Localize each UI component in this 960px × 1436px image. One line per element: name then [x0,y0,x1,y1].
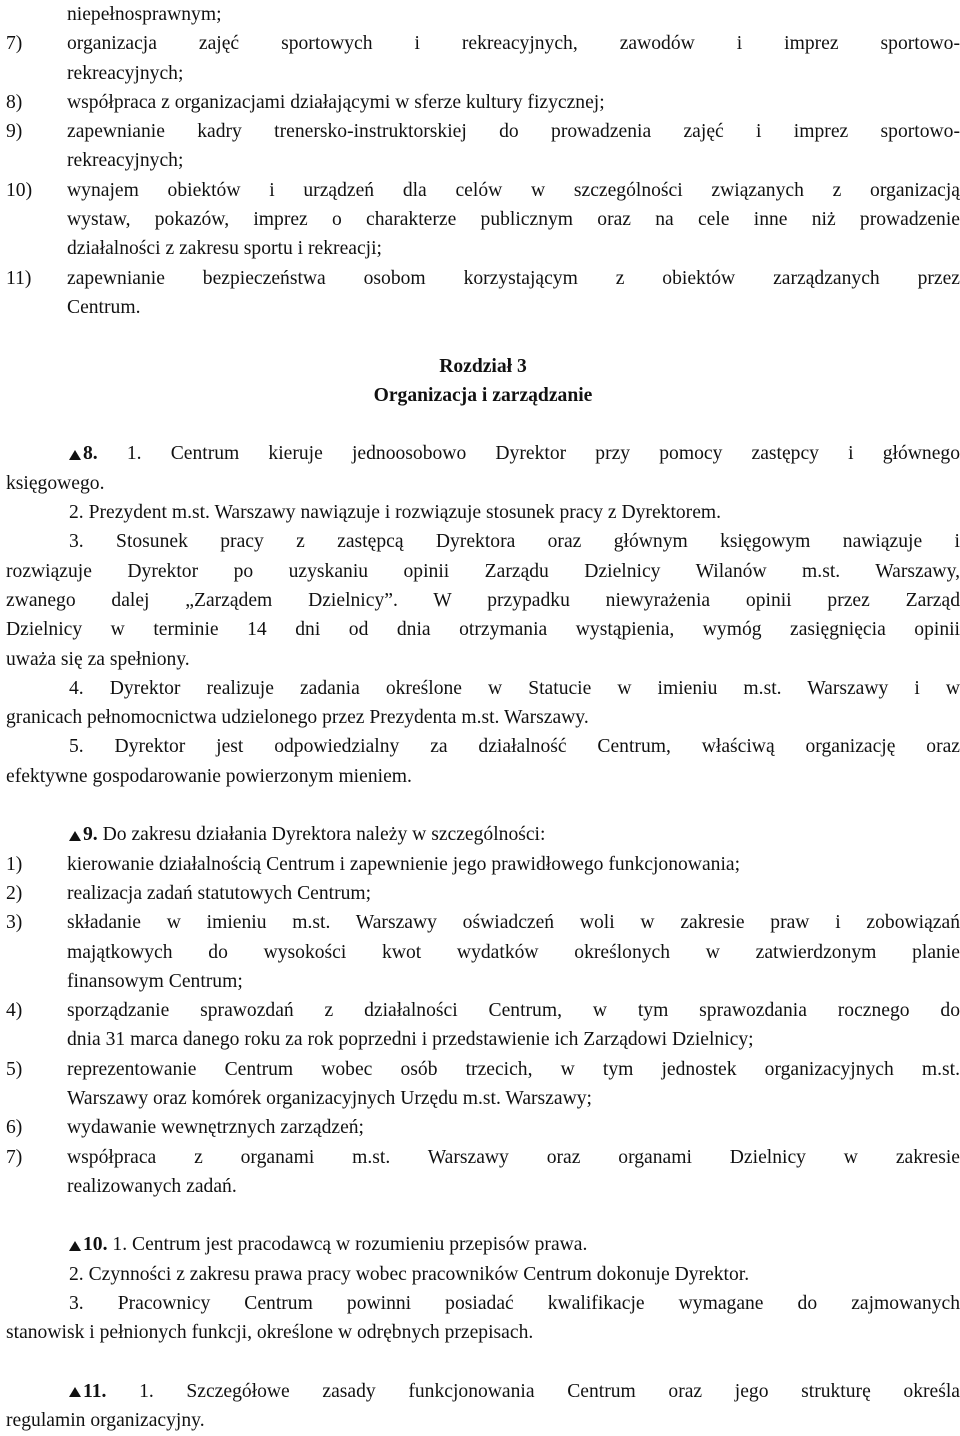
text-span: granicach pełnomocnictwa udzielonego przez Prezydenta m.st. Warszawy. [6,707,589,729]
chapter-number: Rozdział 3 [439,355,527,377]
paragraph-mark-icon [69,1241,81,1251]
text-span: niepełnosprawnym; [67,4,222,25]
paragraph-number: 9. [83,824,98,846]
text-span: 1. Szczegółowe zasady funkcjonowania Centrum oraz jego strukturę określa [139,1380,960,1402]
text-span: 2. Czynności z zakresu prawa pracy wobec pracowników Centrum dokonuje Dyrektor. [69,1263,750,1285]
text-span: zwanego dalej „Zarządem Dzielnicy”. W przypadku niewyrażenia opinii przez Zarząd [6,589,960,611]
text-span: uważa się za spełniony. [6,648,190,670]
text-span: Do zakresu działania Dyrektora należy w szczególności: [102,824,546,846]
paragraph-number: 10. [83,1234,108,1256]
text-span: rekreacyjnych; [67,150,184,172]
text-line [6,1318,960,1347]
paragraph-mark-icon [69,450,81,460]
paragraph-number: 11. [83,1380,107,1402]
paragraph-line [6,1377,960,1406]
text-span: Warszawy oraz komórek organizacyjnych Urzędu m.st. Warszawy; [67,1087,592,1109]
text-line [6,645,960,674]
chapter-title: Organizacja i zarządzanie [373,384,593,406]
text-span: rozwiązuje Dyrektor po uzyskaniu opinii Zarządu Dzielnicy Wilanów m.st. Warszawy, [6,560,960,582]
text-line [6,293,960,322]
list-text: wydawanie wewnętrznych zarządzeń; [67,1117,365,1139]
list-text: reprezentowanie Centrum wobec osób trzecich, w tym jednostek organizacyjnych m.st. [67,1058,960,1080]
paragraph-mark-icon [69,831,81,841]
list-number: 11) [6,267,32,289]
list-number: 4) [6,1000,23,1022]
list-text: składanie w imieniu m.st. Warszawy oświadczeń woli w zakresie praw i zobowiązań [67,912,960,934]
text-line [6,967,960,996]
list-text: wynajem obiektów i urządzeń dla celów w szczególności związanych z organizacją [67,179,960,201]
list-number: 10) [6,179,33,201]
text-span: wystaw, pokazów, imprez o charakterze publicznym oraz na cele inne niż prowadzenie [67,209,960,231]
list-number: 9) [6,121,23,143]
text-line [6,674,960,703]
text-span: księgowego. [6,472,105,494]
text-line [6,234,960,263]
text-line [6,732,960,761]
text-span: 1. Centrum kieruje jednoosobowo Dyrektor przy pomocy zastępcy i głównego [126,443,960,465]
list-text: sporządzanie sprawozdań z działalności Centrum, w tym sprawozdania rocznego do [67,1000,960,1022]
paragraph-mark-icon [69,1387,81,1397]
text-line [6,498,960,527]
text-line [6,557,960,586]
text-span: dnia 31 marca danego roku za rok poprzedni i przedstawienie ich Zarządowi Dzielnicy; [67,1029,754,1051]
list-number: 2) [6,882,23,904]
text-line [6,1025,960,1054]
text-line [6,1260,960,1289]
text-line [6,146,960,175]
text-span: działalności z zakresu sportu i rekreacji; [67,238,382,260]
text-line [6,615,960,644]
text-span: 3. Stosunek pracy z zastępcą Dyrektora oraz głównym księgowym nawiązuje i [69,531,960,553]
paragraph-line [6,1230,960,1259]
text-line [6,1289,960,1318]
list-number: 1) [6,853,23,875]
list-number: 8) [6,91,23,113]
text-span: regulamin organizacyjny. [6,1410,205,1432]
text-span: 3. Pracownicy Centrum powinni posiadać kwalifikacje wymagane do zajmowanych [69,1293,960,1315]
list-item [6,29,960,58]
list-item [6,1113,960,1142]
text-line [6,1172,960,1201]
list-item [6,1143,960,1172]
list-item [6,850,960,879]
text-line [6,0,960,29]
list-item [6,1055,960,1084]
text-line [6,205,960,234]
text-span: 4. Dyrektor realizuje zadania określone w Statucie w imieniu m.st. Warszawy i w [69,677,960,699]
text-span: 5. Dyrektor jest odpowiedzialny za działalność Centrum, właściwą organizację oraz [69,736,960,758]
text-span: realizowanych zadań. [67,1175,237,1197]
paragraph-line [6,820,960,849]
list-item [6,879,960,908]
text-line [6,586,960,615]
list-item [6,908,960,937]
document-page [6,0,960,1436]
list-number: 3) [6,912,23,934]
list-number: 7) [6,1146,23,1168]
text-span: efektywne gospodarowanie powierzonym mieniem. [6,765,412,787]
text-span: 1. Centrum jest pracodawcą w rozumieniu przepisów prawa. [112,1234,588,1256]
text-line [6,59,960,88]
text-span: stanowisk i pełnionych funkcji, określone w odrębnych przepisach. [6,1322,534,1344]
text-line [6,762,960,791]
list-text: organizacja zajęć sportowych i rekreacyjnych, zawodów i imprez sportowo- [67,33,960,55]
text-span: 2. Prezydent m.st. Warszawy nawiązuje i rozwiązuje stosunek pracy z Dyrektorem. [69,502,722,524]
list-item [6,117,960,146]
text-line [6,1084,960,1113]
list-number: 7) [6,33,23,55]
list-text: realizacja zadań statutowych Centrum; [67,882,372,904]
list-number: 5) [6,1058,23,1080]
text-span: majątkowych do wysokości kwot wydatków określonych w zatwierdzonym planie [67,941,960,963]
text-line [6,703,960,732]
list-item [6,264,960,293]
list-number: 6) [6,1117,23,1139]
list-item [6,176,960,205]
list-item [6,996,960,1025]
paragraph-number: 8. [83,443,98,465]
text-span: rekreacyjnych; [67,62,184,84]
list-text: zapewnianie kadry trenersko-instruktorskiej do prowadzenia zajęć i imprez sportowo- [67,121,960,143]
list-item [6,88,960,117]
text-span: Dzielnicy w terminie 14 dni od dnia otrzymania wystąpienia, wymóg zasięgnięcia opinii [6,619,960,641]
list-text: kierowanie działalnością Centrum i zapewnienie jego prawidłowego funkcjonowania; [67,853,741,875]
text-line [6,527,960,556]
list-text: współpraca z organami m.st. Warszawy oraz organami Dzielnicy w zakresie [67,1146,960,1168]
text-line [6,938,960,967]
text-span: Centrum. [67,296,141,318]
text-line [6,469,960,498]
list-text: zapewnianie bezpieczeństwa osobom korzystającym z obiektów zarządzanych przez [67,267,960,289]
list-text: współpraca z organizacjami działającymi w sferze kultury fizycznej; [67,91,605,113]
text-line [6,1406,960,1435]
paragraph-line [6,439,960,468]
text-span: finansowym Centrum; [67,970,243,992]
